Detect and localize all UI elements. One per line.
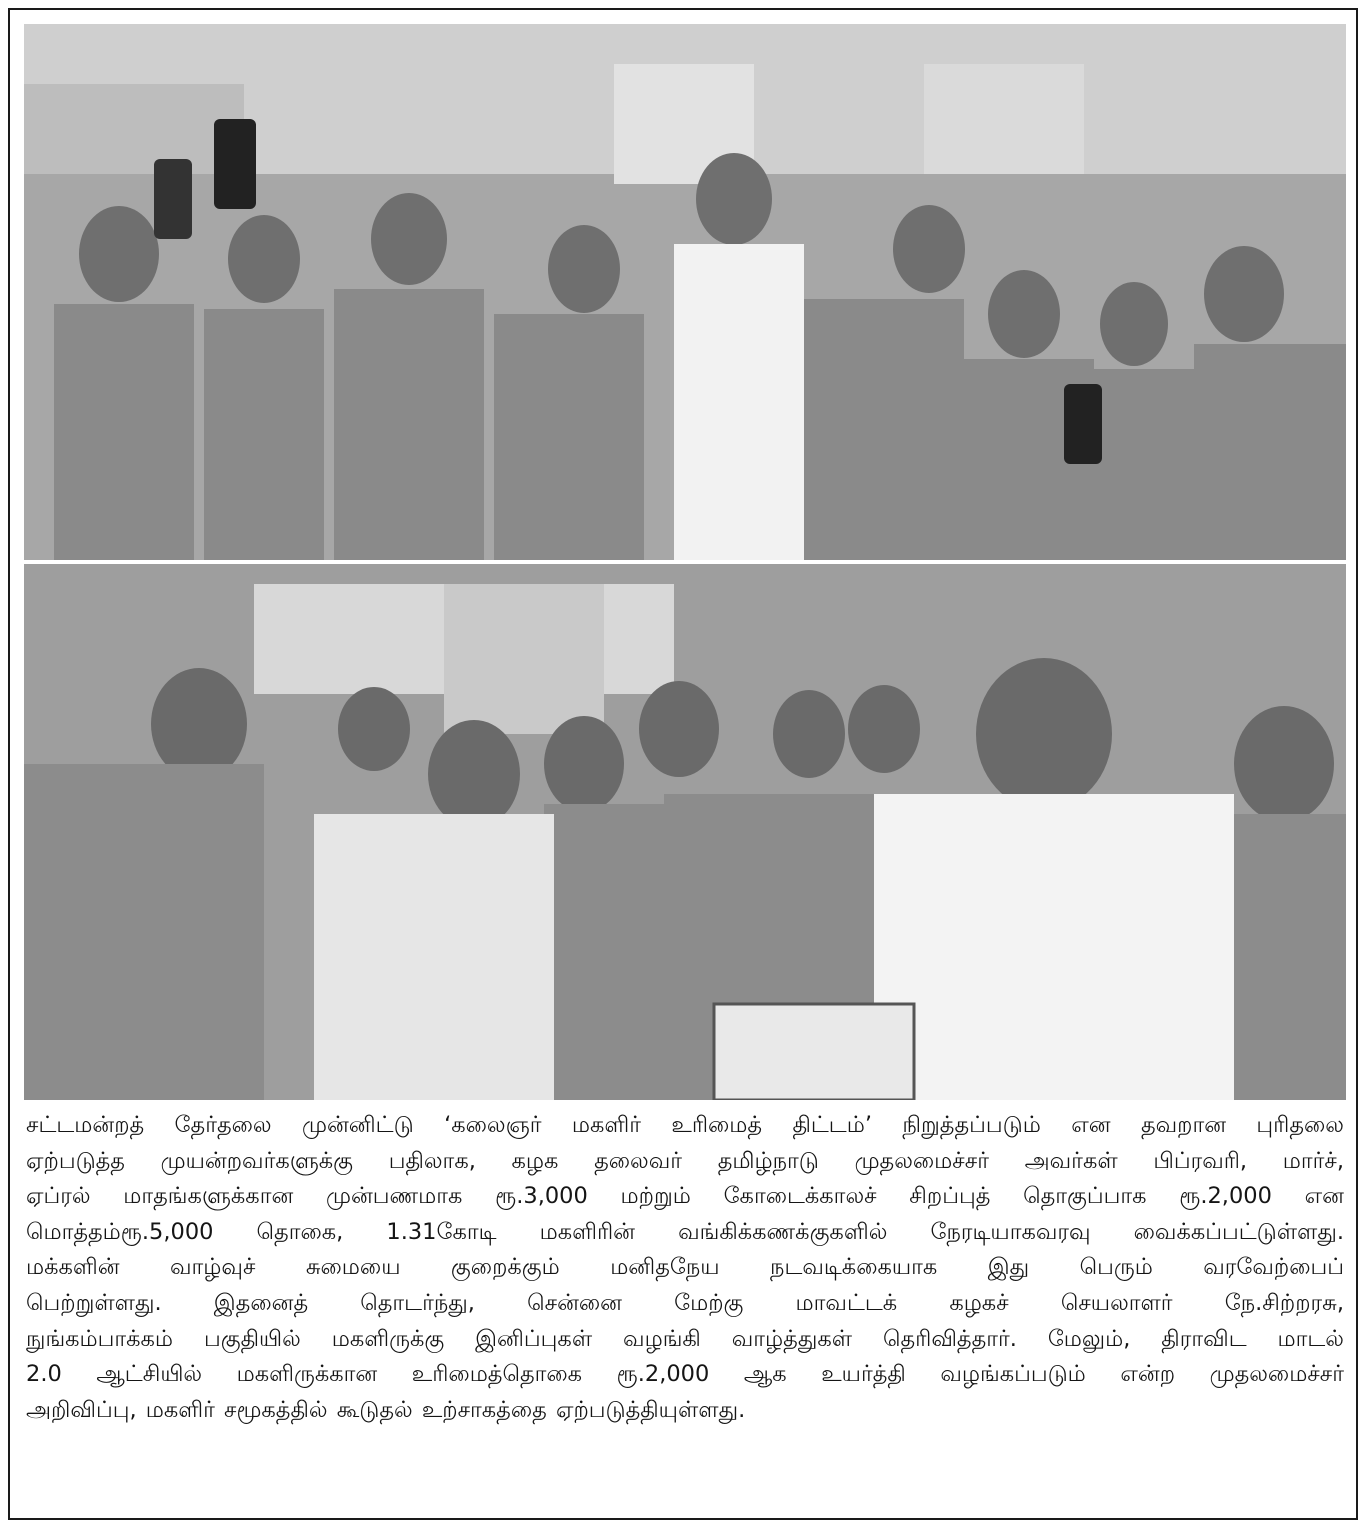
caption-line: நுங்கம்பாக்கம் பகுதியில் மகளிருக்கு இனிப்புகள் வழங்கி வாழ்த்துகள் தெரிவித்தார். மேலும், திராவிட மாடல்	[26, 1325, 1344, 1352]
caption-line: சட்டமன்றத் தேர்தலை முன்னிட்டு ‘கலைஞர் மகளிர் உரிமைத் திட்டம்’ நிறுத்தப்படும் என தவறான புரிதலை	[26, 1112, 1344, 1138]
news-photo-top	[24, 24, 1346, 560]
news-photo-bottom	[24, 564, 1346, 1100]
caption-line: மக்களின் வாழ்வுச் சுமையை குறைக்கும் மனிதநேய நடவடிக்கையாக இது பெரும் வரவேற்பைப்	[26, 1254, 1344, 1281]
caption-line: அறிவிப்பு, மகளிர் சமூகத்தில் கூடுதல் உற்சாகத்தை ஏற்படுத்தியுள்ளது.	[26, 1396, 746, 1423]
photo-placeholder-bottom	[24, 564, 1346, 1100]
caption-line: பெற்றுள்ளது. இதனைத் தொடர்ந்து, சென்னை மேற்கு மாவட்டக் கழகச் செயலாளர் நே.சிற்றரசு,	[26, 1289, 1344, 1316]
caption-line: 2.0 ஆட்சியில் மகளிருக்கான உரிமைத்தொகை ரூ.2,000 ஆக உயர்த்தி வழங்கப்படும் என்ற முதலமைச்சர்	[26, 1361, 1344, 1388]
photo-caption	[26, 1108, 1344, 1428]
photo-placeholder-top	[24, 24, 1346, 560]
caption-line: ஏற்படுத்த முயன்றவர்களுக்கு பதிலாக, கழக தலைவர் தமிழ்நாடு முதலமைச்சர் அவர்கள் பிப்ரவரி, மார்ச்,	[26, 1147, 1344, 1174]
caption-line: ஏப்ரல் மாதங்களுக்கான முன்பணமாக ரூ.3,000 மற்றும் கோடைக்காலச் சிறப்புத் தொகுப்பாக ரூ.2,000 என	[26, 1183, 1344, 1210]
caption-line: மொத்தம்ரூ.5,000 தொகை, 1.31கோடி மகளிரின் வங்கிக்கணக்குகளில் நேரடியாகவரவு வைக்கப்பட்டுள்ளது.	[26, 1218, 1344, 1245]
